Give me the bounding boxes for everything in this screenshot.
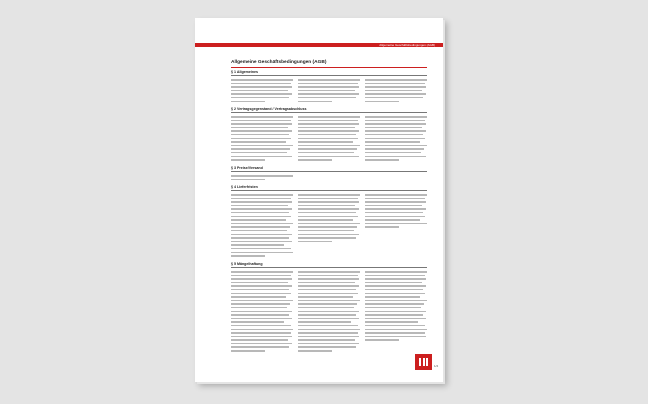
text-line	[231, 314, 289, 316]
text-line	[231, 123, 292, 125]
text-line	[365, 226, 399, 228]
text-line	[298, 86, 359, 88]
text-line	[231, 271, 293, 273]
text-line	[365, 296, 420, 298]
text-line	[365, 303, 424, 305]
text-line	[298, 336, 359, 338]
text-line	[298, 300, 360, 302]
text-line	[365, 285, 426, 287]
text-line	[231, 138, 291, 140]
text-line	[298, 241, 332, 243]
text-line	[231, 127, 288, 129]
section-divider	[231, 267, 427, 268]
text-line	[365, 278, 426, 280]
text-line	[365, 275, 425, 277]
text-line	[298, 343, 359, 345]
text-line	[231, 175, 293, 177]
text-line	[231, 134, 289, 136]
text-line	[298, 289, 356, 291]
text-line	[231, 285, 292, 287]
text-line	[231, 329, 293, 331]
text-line	[365, 325, 425, 327]
text-line	[298, 97, 356, 99]
text-line	[231, 219, 286, 221]
text-line	[298, 93, 359, 95]
text-line	[231, 293, 291, 295]
text-line	[231, 141, 286, 143]
text-line	[231, 289, 289, 291]
text-line	[231, 93, 292, 95]
text-line	[231, 300, 293, 302]
text-line	[231, 343, 292, 345]
text-line	[298, 307, 354, 309]
text-line	[298, 79, 360, 81]
text-line	[231, 179, 265, 181]
text-line	[298, 130, 359, 132]
text-line	[298, 321, 351, 323]
text-line	[365, 311, 426, 313]
text-line	[298, 293, 358, 295]
text-line	[365, 101, 399, 103]
text-line	[365, 141, 420, 143]
section-heading-1: § 1 Allgemeines	[231, 70, 259, 74]
text-line	[298, 116, 360, 118]
page-number: 1/4	[434, 364, 439, 368]
text-line	[365, 127, 422, 129]
text-line	[231, 83, 291, 85]
text-line	[365, 219, 420, 221]
text-line	[298, 332, 358, 334]
text-line	[298, 285, 359, 287]
text-line	[365, 282, 422, 284]
text-line	[365, 216, 425, 218]
text-line	[231, 223, 293, 225]
text-line	[298, 127, 355, 129]
text-line	[365, 198, 425, 200]
text-line	[365, 194, 427, 196]
text-line	[231, 159, 265, 161]
text-line	[365, 138, 425, 140]
text-line	[231, 241, 292, 243]
text-line	[298, 329, 360, 331]
text-line	[298, 278, 359, 280]
text-line	[365, 300, 427, 302]
text-line	[231, 90, 288, 92]
text-line	[365, 223, 427, 225]
text-line	[231, 318, 292, 320]
text-line	[298, 201, 359, 203]
text-line	[298, 208, 359, 210]
text-line	[365, 156, 426, 158]
text-line	[231, 321, 284, 323]
text-line	[365, 314, 423, 316]
text-line	[365, 134, 423, 136]
text-line	[231, 120, 291, 122]
text-line	[298, 101, 332, 103]
section-3-column-1	[231, 175, 293, 182]
text-line	[231, 325, 291, 327]
text-line	[298, 123, 359, 125]
text-line	[365, 120, 425, 122]
text-line	[231, 346, 289, 348]
text-line	[231, 145, 293, 147]
text-line	[231, 237, 289, 239]
text-line	[298, 141, 353, 143]
text-line	[365, 86, 426, 88]
text-line	[298, 271, 360, 273]
text-line	[365, 90, 422, 92]
text-line	[365, 93, 426, 95]
text-line	[365, 336, 426, 338]
text-line	[298, 339, 355, 341]
text-line	[231, 252, 293, 254]
text-line	[365, 307, 421, 309]
text-line	[298, 83, 358, 85]
text-line	[231, 234, 292, 236]
text-line	[298, 234, 359, 236]
text-line	[365, 205, 422, 207]
text-line	[231, 130, 292, 132]
text-line	[231, 212, 289, 214]
text-line	[365, 130, 426, 132]
text-line	[298, 145, 360, 147]
section-2-column-3	[365, 116, 427, 163]
text-line	[231, 248, 291, 250]
text-line	[298, 314, 356, 316]
title-divider	[231, 67, 427, 68]
text-line	[298, 120, 358, 122]
section-4-column-3	[365, 194, 427, 230]
text-line	[298, 159, 332, 161]
text-line	[298, 318, 359, 320]
section-2-column-1	[231, 116, 293, 163]
section-divider	[231, 112, 427, 113]
section-1-column-3	[365, 79, 427, 104]
text-line	[231, 339, 288, 341]
text-line	[298, 303, 357, 305]
text-line	[231, 205, 288, 207]
text-line	[231, 148, 290, 150]
text-line	[231, 278, 292, 280]
text-line	[298, 325, 358, 327]
text-line	[231, 226, 290, 228]
text-line	[231, 244, 284, 246]
text-line	[365, 201, 426, 203]
text-line	[231, 79, 293, 81]
section-divider	[231, 171, 427, 172]
text-line	[298, 148, 357, 150]
text-line	[231, 86, 292, 88]
text-line	[298, 138, 358, 140]
text-line	[365, 79, 427, 81]
text-line	[231, 194, 293, 196]
text-line	[298, 216, 358, 218]
section-1-column-1	[231, 79, 293, 104]
text-line	[231, 208, 292, 210]
text-line	[365, 318, 426, 320]
text-line	[365, 293, 425, 295]
section-heading-2: § 2 Vertragsgegenstand / Vertragsabschluss	[231, 107, 307, 111]
text-line	[365, 212, 423, 214]
text-line	[298, 219, 353, 221]
text-line	[231, 303, 290, 305]
text-line	[231, 97, 289, 99]
section-5-column-2	[298, 271, 360, 354]
text-line	[231, 101, 265, 103]
page-title: Allgemeine Geschäftsbedingungen (AGB)	[231, 60, 327, 65]
section-5-column-3	[365, 271, 427, 343]
text-line	[231, 296, 286, 298]
section-5-column-1	[231, 271, 293, 354]
section-4-column-1	[231, 194, 293, 259]
text-line	[365, 332, 425, 334]
text-line	[298, 156, 359, 158]
text-line	[298, 134, 356, 136]
document-page	[195, 18, 443, 382]
company-logo-icon	[415, 354, 432, 370]
text-line	[231, 332, 291, 334]
text-line	[365, 159, 399, 161]
text-line	[298, 275, 358, 277]
text-line	[231, 307, 287, 309]
section-heading-3: § 3 Preise/Versand	[231, 166, 263, 170]
text-line	[365, 123, 426, 125]
text-line	[365, 329, 427, 331]
text-line	[298, 282, 355, 284]
section-divider	[231, 75, 427, 76]
text-line	[365, 289, 423, 291]
text-line	[298, 237, 356, 239]
section-heading-4: § 4 Lieferfristen	[231, 185, 258, 189]
text-line	[298, 212, 356, 214]
text-line	[365, 271, 427, 273]
section-divider	[231, 190, 427, 191]
text-line	[231, 255, 265, 257]
text-line	[365, 208, 426, 210]
text-line	[231, 230, 287, 232]
text-line	[365, 339, 399, 341]
section-4-column-2	[298, 194, 360, 244]
text-line	[298, 346, 356, 348]
section-2-column-2	[298, 116, 360, 163]
text-line	[231, 282, 288, 284]
text-line	[298, 198, 358, 200]
text-line	[298, 194, 360, 196]
text-line	[365, 145, 427, 147]
text-line	[365, 116, 427, 118]
text-line	[231, 156, 292, 158]
text-line	[365, 148, 424, 150]
text-line	[231, 201, 292, 203]
header-label: Allgemeine Geschäftsbedingungen (AGB)	[379, 43, 435, 47]
text-line	[231, 350, 265, 352]
text-line	[231, 198, 291, 200]
text-line	[298, 296, 353, 298]
text-line	[365, 97, 423, 99]
text-line	[365, 321, 418, 323]
text-line	[231, 216, 291, 218]
text-line	[365, 152, 421, 154]
text-line	[365, 83, 425, 85]
text-line	[298, 350, 332, 352]
text-line	[298, 205, 355, 207]
section-heading-5: § 5 Mängelhaftung	[231, 262, 263, 266]
text-line	[231, 116, 293, 118]
text-line	[298, 223, 360, 225]
text-line	[298, 311, 359, 313]
text-line	[298, 152, 354, 154]
text-line	[231, 152, 287, 154]
text-line	[298, 226, 357, 228]
text-line	[231, 336, 292, 338]
text-line	[231, 275, 291, 277]
section-1-column-2	[298, 79, 360, 104]
text-line	[298, 230, 354, 232]
text-line	[298, 90, 355, 92]
text-line	[231, 311, 292, 313]
